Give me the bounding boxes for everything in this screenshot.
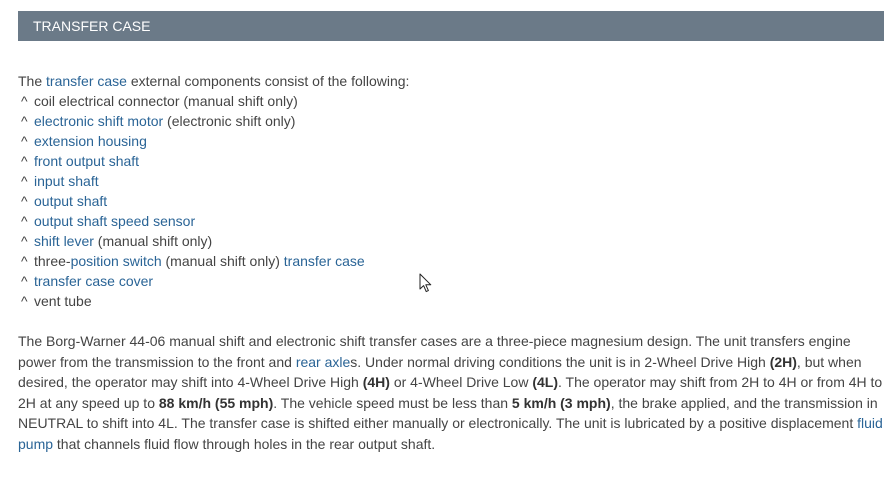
desc-bold: 88 km/h (55 mph) <box>158 394 274 411</box>
item-text: coil electrical connector (manual shift only) <box>34 93 298 109</box>
list-item <box>18 151 365 171</box>
desc-bold: (2H) <box>769 353 797 370</box>
bullet-caret: ^ <box>21 113 28 129</box>
section-title: TRANSFER CASE <box>33 18 151 34</box>
position-switch-link[interactable]: position switch <box>70 253 162 269</box>
desc-text: that channels fluid flow through holes in the rear output shaft. <box>53 435 436 452</box>
transfer-case-link[interactable]: transfer case <box>46 73 127 89</box>
bullet-caret: ^ <box>21 253 28 269</box>
desc-bold: (4L) <box>532 374 559 390</box>
list-item <box>18 231 365 251</box>
bullet-caret: ^ <box>21 93 28 109</box>
intro-suffix: external components consist of the following: <box>126 73 410 89</box>
item-text: (manual shift only) <box>93 233 213 249</box>
item-text: three- <box>34 253 71 269</box>
description-paragraph <box>18 331 886 454</box>
output-shaft-link[interactable]: output shaft <box>34 193 108 209</box>
item-text: (manual shift only) <box>161 253 284 269</box>
bullet-caret: ^ <box>21 213 28 229</box>
bullet-caret: ^ <box>21 233 28 249</box>
bullet-caret: ^ <box>21 273 28 289</box>
item-text: (electronic shift only) <box>163 113 296 129</box>
list-item <box>18 111 365 131</box>
bullet-caret: ^ <box>21 133 28 149</box>
input-shaft-link[interactable]: input shaft <box>34 173 99 189</box>
item-text: vent tube <box>34 293 92 309</box>
list-item <box>18 191 365 211</box>
rear-axle-link[interactable]: rear axle <box>295 353 351 370</box>
desc-text: s. Under normal driving conditions the unit is in 2-Wheel Drive High <box>350 353 770 370</box>
desc-text: or 4-Wheel Drive Low <box>389 374 533 390</box>
desc-bold: 5 km/h (3 mph) <box>511 394 611 411</box>
transfer-case-link[interactable]: transfer case <box>283 253 365 269</box>
shift-lever-link[interactable]: shift lever <box>34 233 94 249</box>
list-item <box>18 211 365 231</box>
fluid-pump-link[interactable]: fluid pump <box>18 415 883 452</box>
desc-text: , but when desired, the operator may shift into 4-Wheel Drive High <box>18 353 862 390</box>
front-output-shaft-link[interactable]: front output shaft <box>34 153 140 169</box>
transfer-case-cover-link[interactable]: transfer case cover <box>34 273 154 289</box>
mouse-pointer-icon <box>419 273 433 293</box>
bullet-caret: ^ <box>21 193 28 209</box>
list-item <box>18 271 365 291</box>
list-item <box>18 251 365 271</box>
desc-bold: (4H) <box>362 374 390 390</box>
desc-text: . The operator may shift from 2H to 4H or from 4H to 2H at any speed up to <box>18 374 883 411</box>
list-item <box>18 291 365 311</box>
component-list <box>18 91 365 311</box>
electronic-shift-motor-link[interactable]: electronic shift motor <box>34 113 164 129</box>
desc-text: The Borg-Warner 44-06 manual shift and electronic shift transfer cases are a three-piece magnesium design. The unit transfers engine power from the transmission to the front and <box>18 333 851 370</box>
list-item <box>18 171 365 191</box>
extension-housing-link[interactable]: extension housing <box>34 133 147 149</box>
bullet-caret: ^ <box>21 293 28 309</box>
intro-paragraph <box>18 71 409 91</box>
output-shaft-speed-sensor-link[interactable]: output shaft speed sensor <box>34 213 196 229</box>
list-item <box>18 131 365 151</box>
bullet-caret: ^ <box>21 153 28 169</box>
desc-text: . The vehicle speed must be less than <box>273 394 512 411</box>
bullet-caret: ^ <box>21 173 28 189</box>
list-item <box>18 91 365 111</box>
intro-prefix: The <box>18 73 47 89</box>
section-header <box>18 11 884 41</box>
desc-text: , the brake applied, and the transmission in NEUTRAL to shift into 4L. The transfer case is shifted either manually or electronically. The unit is lubricated by a positive displacement <box>18 394 878 431</box>
